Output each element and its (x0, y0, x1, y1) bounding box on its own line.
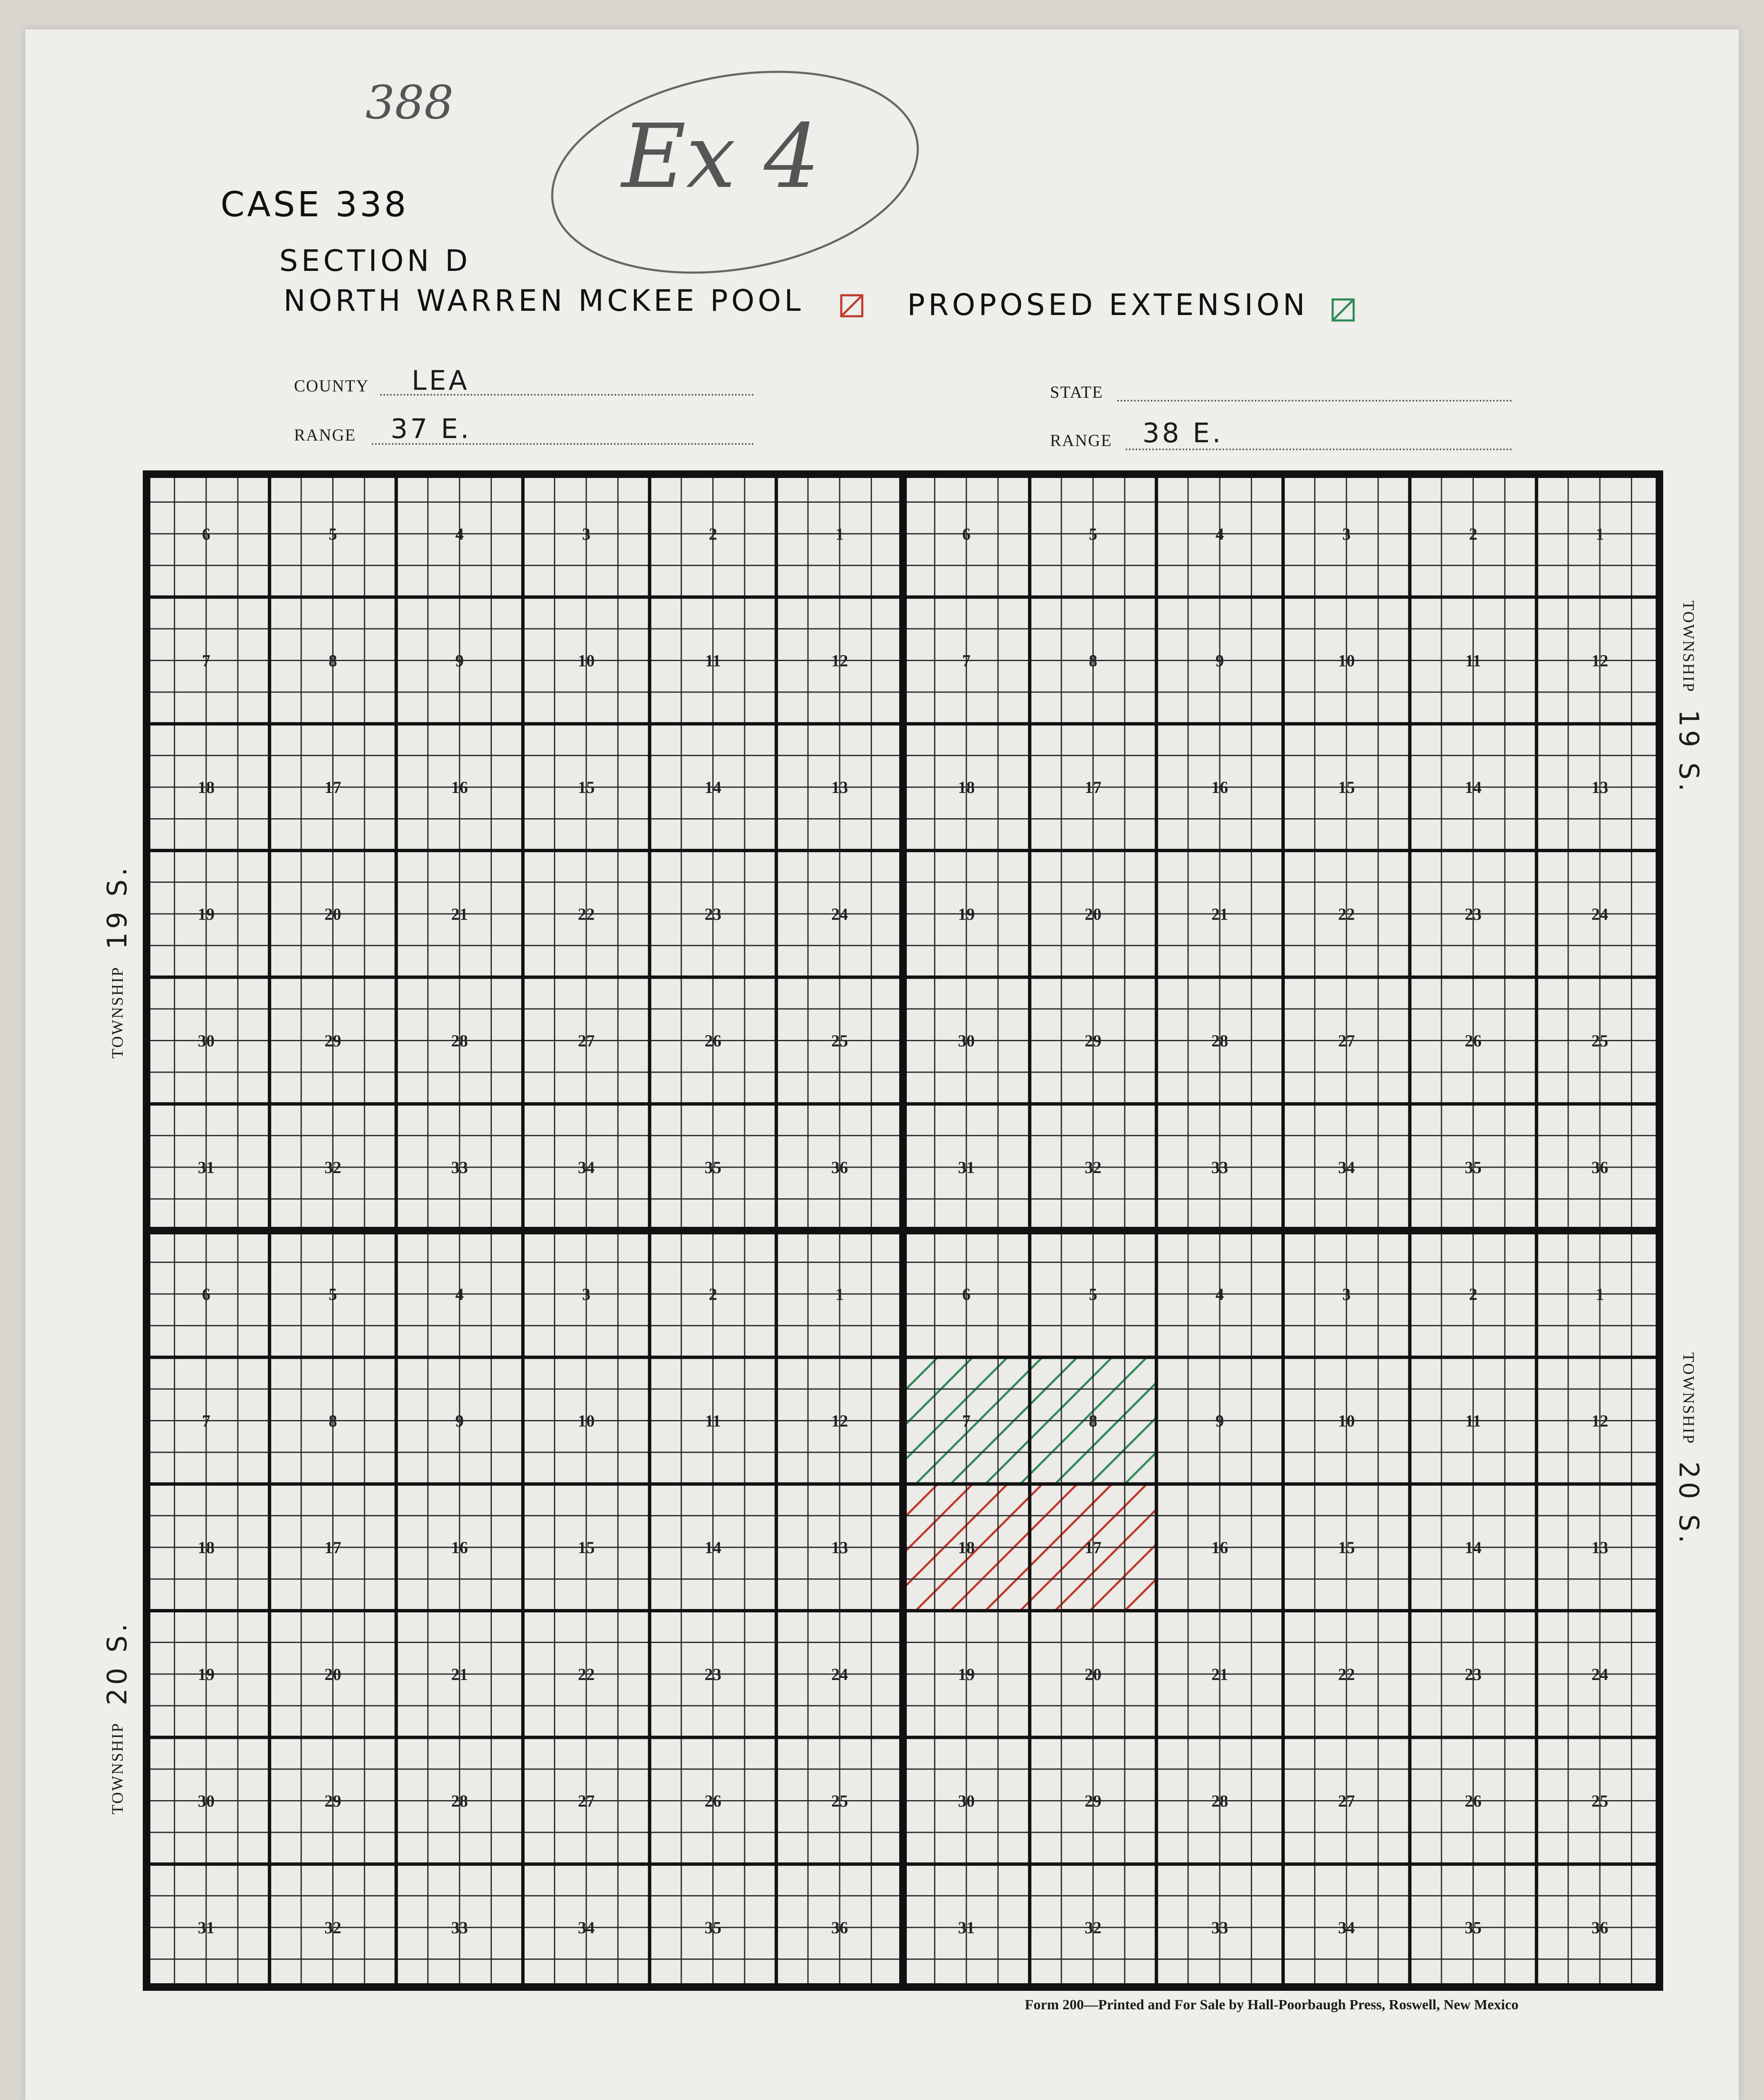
section-number: 21 (451, 1664, 468, 1684)
section-number: 19 (197, 1664, 215, 1684)
township-number: 20 S. (1673, 1461, 1704, 1547)
section-number: 35 (704, 1158, 722, 1177)
section-number: 31 (197, 1918, 215, 1937)
section-number: 5 (1089, 524, 1097, 543)
section-number: 5 (1089, 1284, 1097, 1304)
section-number: 6 (962, 1284, 971, 1304)
section-number: 8 (328, 1411, 337, 1431)
section-number: 15 (578, 778, 595, 797)
county-label: COUNTY (294, 376, 369, 395)
section-number: 24 (831, 904, 848, 924)
range-label-left: RANGE (294, 425, 356, 444)
county-value: LEA (412, 365, 470, 396)
section-number: 24 (1591, 904, 1609, 924)
section-number: 3 (582, 1284, 591, 1304)
section-number: 15 (1338, 778, 1355, 797)
section-number: 20 (1084, 1664, 1102, 1684)
section-number: 27 (1338, 1031, 1355, 1050)
printer-footer: Form 200—Printed and For Sale by Hall-Poorbaugh Press, Roswell, New Mexico (1025, 1997, 1519, 2013)
section-number: 16 (1211, 1538, 1228, 1557)
section-number: 15 (1338, 1538, 1355, 1557)
section-number: 28 (1211, 1791, 1228, 1811)
section-number: 21 (1211, 1664, 1228, 1684)
section-number: 6 (202, 1284, 210, 1304)
township-word: TOWNSHIP (1680, 601, 1697, 693)
section-number: 34 (578, 1918, 595, 1937)
section-number: 27 (578, 1031, 595, 1050)
section-number: 20 (1084, 904, 1102, 924)
section-number: 25 (831, 1031, 848, 1050)
section-number: 22 (578, 1664, 595, 1684)
section-number: 17 (324, 1538, 341, 1557)
pool-label: NORTH WARREN MCKEE POOL (284, 284, 804, 318)
handwritten-exhibit-label: Ex 4 (622, 105, 820, 208)
township-word: TOWNSHIP (1680, 1352, 1697, 1445)
section-number: 13 (831, 778, 848, 797)
section-number: 28 (451, 1031, 468, 1050)
section-number: 26 (1465, 1791, 1482, 1811)
section-title: SECTION D (279, 244, 471, 278)
section-number: 6 (202, 524, 210, 543)
section-number: 21 (1211, 904, 1228, 924)
section-number: 31 (958, 1918, 975, 1937)
range-label-right: RANGE (1050, 431, 1112, 450)
township-label-left-bottom (92, 1579, 143, 1814)
section-number: 22 (1338, 904, 1355, 924)
section-number: 14 (1465, 1538, 1482, 1557)
section-number: 30 (958, 1791, 975, 1811)
section-number: 35 (1465, 1158, 1482, 1177)
section-number: 32 (324, 1918, 341, 1937)
section-number: 3 (1342, 524, 1351, 543)
section-number: 14 (704, 778, 722, 797)
section-number: 10 (1338, 1411, 1355, 1431)
section-number: 12 (831, 651, 848, 670)
section-number: 20 (324, 1664, 341, 1684)
section-number: 19 (958, 1664, 975, 1684)
section-number: 16 (451, 778, 468, 797)
extension-legend-swatch (1331, 298, 1355, 322)
section-number: 35 (1465, 1918, 1482, 1937)
section-number: 26 (704, 1031, 722, 1050)
section-number: 2 (1469, 1284, 1478, 1304)
section-number: 7 (202, 651, 210, 670)
section-number: 7 (962, 651, 971, 670)
section-number: 11 (705, 651, 721, 670)
section-number: 31 (958, 1158, 975, 1177)
section-number: 14 (704, 1538, 722, 1557)
section-number: 1 (1596, 524, 1604, 543)
section-number: 18 (958, 778, 975, 797)
township-plat-grid (143, 470, 1663, 1991)
section-number: 34 (578, 1158, 595, 1177)
section-number: 17 (324, 778, 341, 797)
township-number: 19 S. (1673, 709, 1704, 795)
section-number: 23 (704, 904, 722, 924)
section-number: 8 (1089, 1411, 1097, 1431)
section-number: 1 (1596, 1284, 1604, 1304)
section-number: 2 (709, 524, 717, 543)
section-number: 36 (1591, 1918, 1609, 1937)
handwritten-case-number: 388 (365, 76, 454, 129)
section-number: 7 (962, 1411, 971, 1431)
section-number: 32 (1084, 1158, 1102, 1177)
section-number: 6 (962, 524, 971, 543)
section-number: 28 (451, 1791, 468, 1811)
state-line (1117, 400, 1512, 402)
section-number: 21 (451, 904, 468, 924)
section-number: 18 (958, 1538, 975, 1557)
range-value-right: 38 E. (1142, 418, 1223, 449)
township-label-left-top (92, 823, 143, 1058)
section-number: 10 (1338, 651, 1355, 670)
section-number: 17 (1084, 1538, 1102, 1557)
section-number: 18 (197, 778, 215, 797)
pool-legend-swatch (840, 294, 864, 318)
section-number: 9 (455, 651, 464, 670)
section-number: 29 (1084, 1031, 1102, 1050)
section-number: 5 (328, 524, 337, 543)
section-number: 11 (705, 1411, 721, 1431)
section-number: 12 (1591, 651, 1609, 670)
section-number: 11 (1465, 1411, 1481, 1431)
section-number: 8 (1089, 651, 1097, 670)
section-number: 33 (451, 1158, 468, 1177)
section-number: 24 (831, 1664, 848, 1684)
section-number: 9 (1215, 1411, 1224, 1431)
section-number: 23 (1465, 904, 1482, 924)
section-number: 27 (578, 1791, 595, 1811)
section-number: 20 (324, 904, 341, 924)
section-number: 25 (1591, 1031, 1609, 1050)
section-number: 4 (1215, 1284, 1224, 1304)
township-label-right-bottom (1663, 1352, 1714, 1588)
section-number: 35 (704, 1918, 722, 1937)
section-number: 9 (455, 1411, 464, 1431)
section-number: 26 (704, 1791, 722, 1811)
section-number: 32 (1084, 1918, 1102, 1937)
section-number: 22 (578, 904, 595, 924)
section-number: 2 (1469, 524, 1478, 543)
section-number: 3 (1342, 1284, 1351, 1304)
section-number: 26 (1465, 1031, 1482, 1050)
section-number: 34 (1338, 1918, 1355, 1937)
section-number: 7 (202, 1411, 210, 1431)
section-number: 16 (1211, 778, 1228, 797)
section-number: 15 (578, 1538, 595, 1557)
township-number: 20 S. (102, 1620, 133, 1706)
section-number: 29 (1084, 1791, 1102, 1811)
section-number: 33 (1211, 1158, 1228, 1177)
section-number: 5 (328, 1284, 337, 1304)
range-value-left: 37 E. (391, 414, 472, 445)
section-number: 36 (1591, 1158, 1609, 1177)
section-number: 11 (1465, 651, 1481, 670)
extension-label: PROPOSED EXTENSION (907, 288, 1308, 322)
section-number: 12 (1591, 1411, 1609, 1431)
section-number: 23 (704, 1664, 722, 1684)
section-number: 4 (455, 1284, 464, 1304)
section-number: 10 (578, 651, 595, 670)
section-number: 8 (328, 651, 337, 670)
section-number: 1 (835, 1284, 844, 1304)
section-number: 10 (578, 1411, 595, 1431)
section-number: 17 (1084, 778, 1102, 797)
section-number: 25 (831, 1791, 848, 1811)
section-number: 29 (324, 1791, 341, 1811)
section-number: 12 (831, 1411, 848, 1431)
section-number: 1 (835, 524, 844, 543)
section-number: 4 (455, 524, 464, 543)
section-number: 13 (831, 1538, 848, 1557)
section-number: 13 (1591, 1538, 1609, 1557)
section-number: 19 (958, 904, 975, 924)
township-word: TOWNSHIP (109, 966, 126, 1058)
section-number: 2 (709, 1284, 717, 1304)
section-number: 19 (197, 904, 215, 924)
section-number: 3 (582, 524, 591, 543)
section-number: 27 (1338, 1791, 1355, 1811)
section-number: 31 (197, 1158, 215, 1177)
section-number: 28 (1211, 1031, 1228, 1050)
section-number: 23 (1465, 1664, 1482, 1684)
section-number: 33 (1211, 1918, 1228, 1937)
section-number: 25 (1591, 1791, 1609, 1811)
township-number: 19 S. (102, 864, 133, 950)
section-number: 36 (831, 1158, 848, 1177)
section-number: 16 (451, 1538, 468, 1557)
section-number: 24 (1591, 1664, 1609, 1684)
section-number: 30 (197, 1031, 215, 1050)
section-number: 29 (324, 1031, 341, 1050)
section-number: 13 (1591, 778, 1609, 797)
state-label: STATE (1050, 383, 1103, 402)
section-number: 36 (831, 1918, 848, 1937)
section-number: 14 (1465, 778, 1482, 797)
section-number: 4 (1215, 524, 1224, 543)
township-word: TOWNSHIP (109, 1722, 126, 1814)
section-number: 22 (1338, 1664, 1355, 1684)
township-label-right-top (1663, 601, 1714, 836)
case-title: CASE 338 (220, 185, 409, 225)
section-number: 34 (1338, 1158, 1355, 1177)
section-number: 9 (1215, 651, 1224, 670)
section-number: 32 (324, 1158, 341, 1177)
section-number: 30 (197, 1791, 215, 1811)
section-number: 30 (958, 1031, 975, 1050)
section-number: 33 (451, 1918, 468, 1937)
section-number: 18 (197, 1538, 215, 1557)
